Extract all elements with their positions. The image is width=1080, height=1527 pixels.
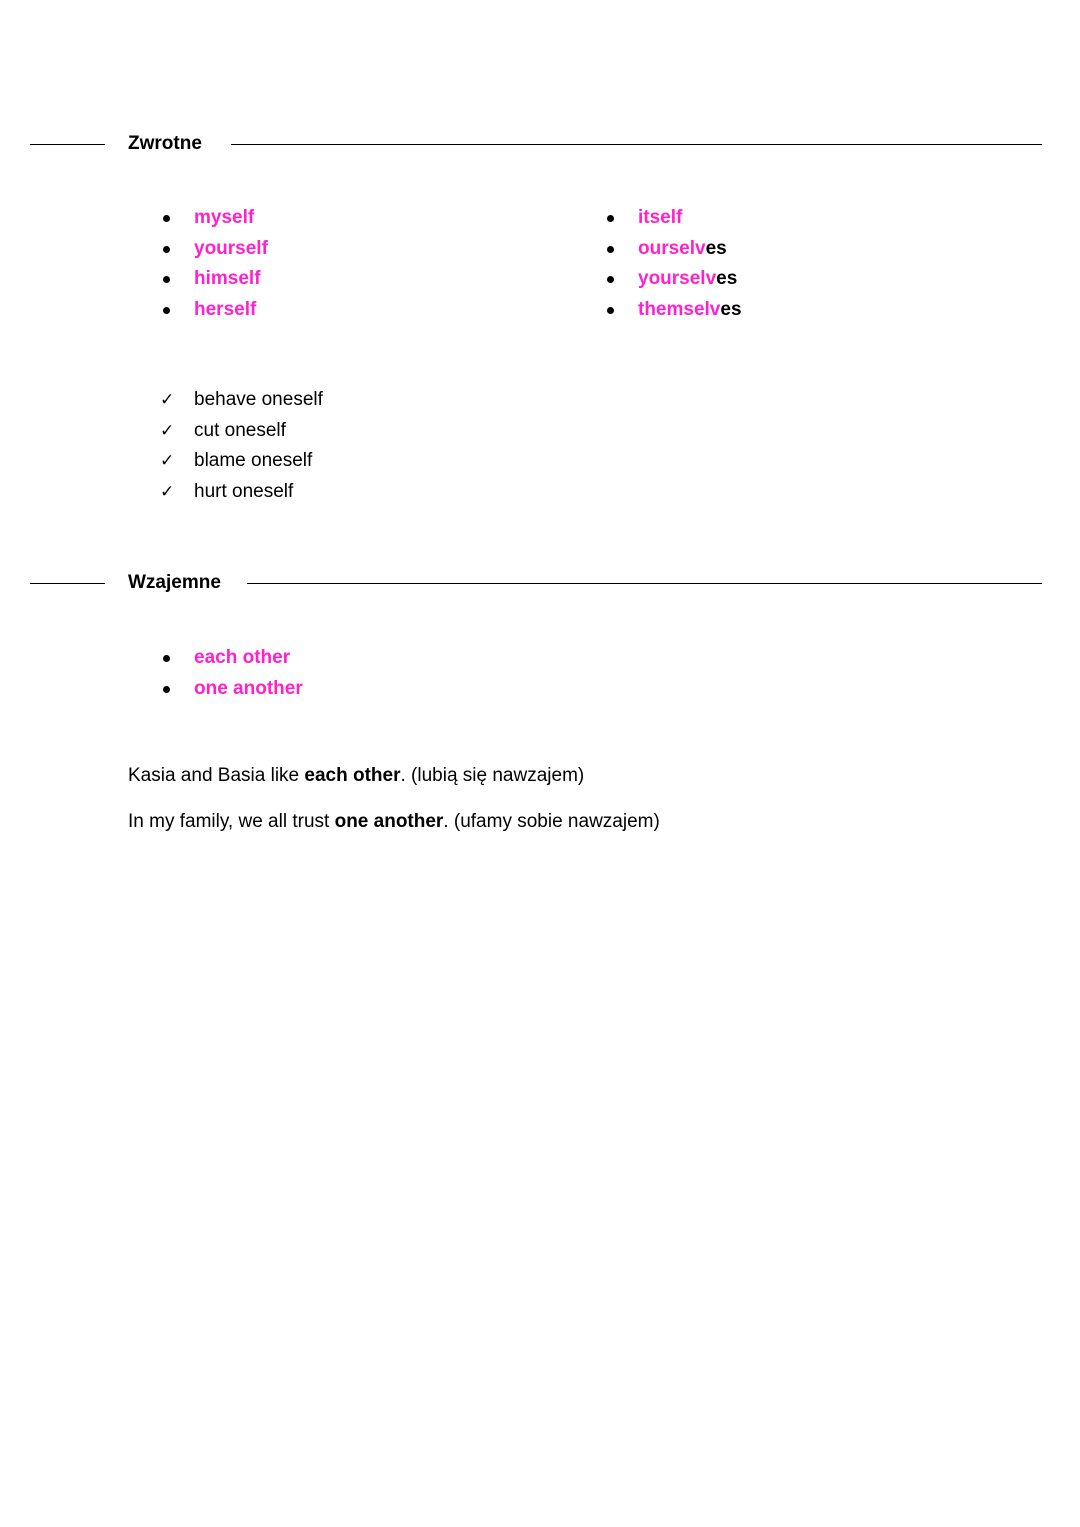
section-header-reciprocal — [0, 568, 1080, 598]
list-item: ✓ cut oneself — [194, 416, 323, 447]
divider-left — [30, 583, 105, 584]
list-item: ✓ behave oneself — [194, 385, 323, 416]
list-item: themselves — [638, 295, 742, 326]
list-item: each other — [194, 643, 303, 674]
divider-right — [231, 144, 1042, 145]
list-item: myself — [194, 203, 268, 234]
bullet-icon — [163, 215, 170, 222]
bullet-icon — [163, 655, 170, 662]
bullet-icon — [607, 246, 614, 253]
check-icon: ✓ — [160, 390, 175, 410]
bullet-icon — [163, 307, 170, 314]
section-title-reciprocal: Wzajemne — [128, 572, 221, 593]
check-icon: ✓ — [160, 420, 175, 441]
check-icon: ✓ — [160, 481, 175, 502]
bullet-icon — [163, 686, 170, 693]
section-header-reflexive — [0, 129, 1080, 159]
verb-examples-list — [160, 385, 323, 507]
list-item: ourselves — [638, 234, 742, 265]
list-item: herself — [194, 295, 268, 326]
example-sentence-2: In my family, we all trust one another. (ufamy sobie nawzajem) — [128, 811, 660, 832]
list-item: itself — [638, 203, 742, 234]
divider-right — [247, 583, 1042, 584]
list-item: one another — [194, 674, 303, 705]
list-item: himself — [194, 264, 268, 295]
list-item: yourself — [194, 234, 268, 265]
reflexive-singular-list — [194, 203, 268, 325]
list-item: ✓ hurt oneself — [194, 477, 323, 508]
list-item: yourselves — [638, 264, 742, 295]
list-item: ✓ blame oneself — [194, 446, 323, 477]
section-title-reflexive: Zwrotne — [128, 133, 202, 154]
reflexive-plural-list — [638, 203, 742, 325]
bullet-icon — [607, 276, 614, 283]
reciprocal-list — [194, 643, 303, 704]
bullet-icon — [163, 276, 170, 283]
bullet-icon — [163, 246, 170, 253]
check-icon: ✓ — [160, 451, 175, 472]
bullet-icon — [607, 215, 614, 222]
example-sentence-1: Kasia and Basia like each other. (lubią się nawzajem) — [128, 765, 585, 786]
bullet-icon — [607, 307, 614, 314]
divider-left — [30, 144, 105, 145]
